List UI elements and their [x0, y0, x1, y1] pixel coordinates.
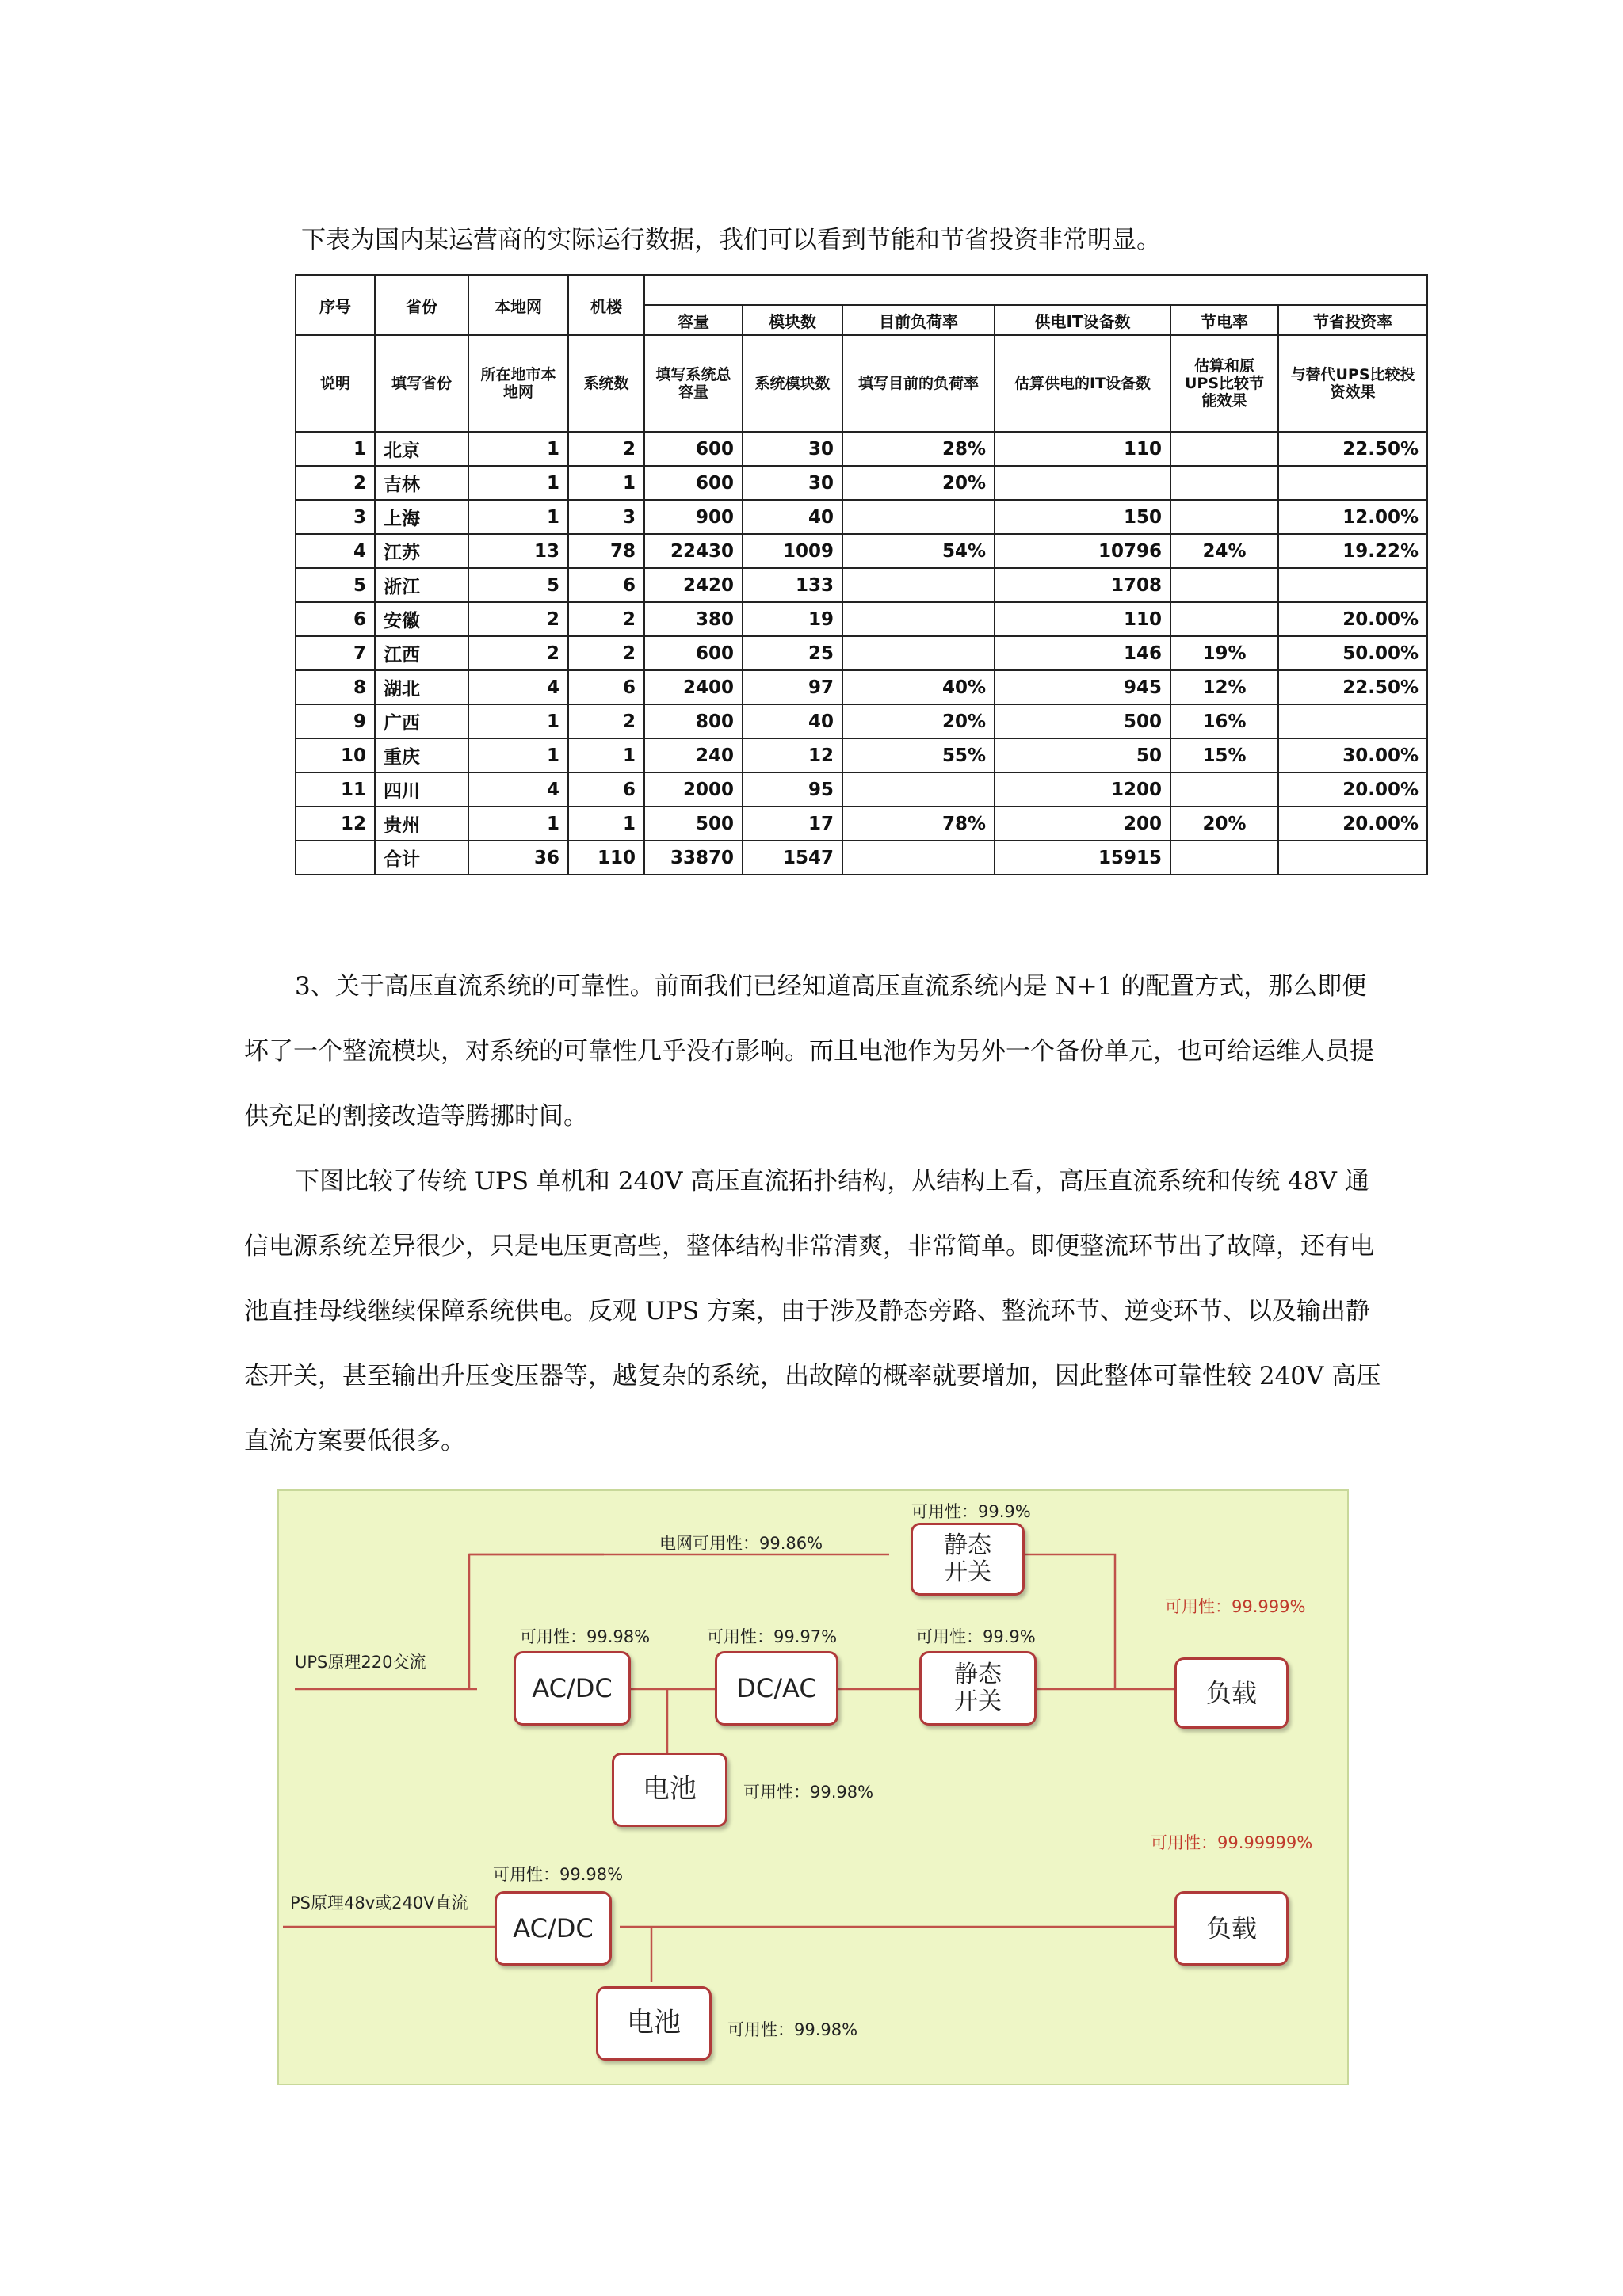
- cell-load-rate: 20%: [842, 466, 995, 500]
- cell-local-net: 1: [468, 466, 568, 500]
- intro-text: 下表为国内某运营商的实际运行数据，我们可以看到节能和节省投资非常明显。: [301, 226, 1161, 254]
- cell-province: 湖北: [375, 670, 468, 704]
- cell-load-rate: 28%: [842, 432, 995, 466]
- load-top-box: 负载: [1174, 1657, 1289, 1729]
- header-modules: 模块数: [743, 305, 842, 335]
- header-building: 机楼: [568, 275, 644, 335]
- cell-modules: 25: [743, 636, 842, 670]
- cell-province: 吉林: [375, 466, 468, 500]
- desc-invest-saving: 与替代UPS比较投资效果: [1278, 335, 1427, 432]
- cell-it-equipment: 500: [995, 704, 1170, 738]
- cell-building: 1: [568, 738, 644, 772]
- cell-building: 2: [568, 636, 644, 670]
- cell-it-equipment: 110: [995, 432, 1170, 466]
- cell-invest-saving: [1278, 466, 1427, 500]
- cell-local-net: 1: [468, 704, 568, 738]
- cell-local-net: 1: [468, 500, 568, 534]
- table-row: [296, 636, 1427, 670]
- table-row: [296, 500, 1427, 534]
- cell-modules: 1547: [743, 841, 842, 875]
- header-capacity: 容量: [644, 305, 743, 335]
- cell-modules: 12: [743, 738, 842, 772]
- cell-seq: 9: [296, 704, 375, 738]
- cell-building: 110: [568, 841, 644, 875]
- desc-building: 系统数: [568, 335, 644, 432]
- paragraph-reliability: [244, 954, 1385, 1149]
- cell-saving-rate: [1170, 432, 1278, 466]
- ups-total-avail: 可用性：99.999%: [1165, 1597, 1306, 1616]
- static-switch-mid-avail: 可用性：99.9%: [916, 1627, 1036, 1646]
- cell-invest-saving: 20.00%: [1278, 772, 1427, 807]
- cell-saving-rate: [1170, 466, 1278, 500]
- cell-it-equipment: [995, 466, 1170, 500]
- paragraph-reliability-text: 3、关于高压直流系统的可靠性。前面我们已经知道高压直流系统内是 N+1 的配置方式，那么即便坏了一个整流模块，对系统的可靠性几乎没有影响。而且电池作为另外一个备份单元，也可给运维人员提供充足的割接改造等腾挪时间。: [244, 972, 1374, 1131]
- cell-seq: 8: [296, 670, 375, 704]
- cell-capacity: 2420: [644, 568, 743, 602]
- table-row: [296, 466, 1427, 500]
- cell-it-equipment: 1200: [995, 772, 1170, 807]
- cell-modules: 97: [743, 670, 842, 704]
- table-row: [296, 738, 1427, 772]
- cell-building: 2: [568, 432, 644, 466]
- cell-it-equipment: 10796: [995, 534, 1170, 568]
- cell-capacity: 2400: [644, 670, 743, 704]
- cell-it-equipment: 945: [995, 670, 1170, 704]
- cell-seq: 12: [296, 807, 375, 841]
- static-switch-mid-text: 静态开关: [954, 1660, 1002, 1715]
- header-it-equipment: 供电IT设备数: [995, 305, 1170, 335]
- cell-capacity: 600: [644, 636, 743, 670]
- cell-invest-saving: [1278, 704, 1427, 738]
- cell-local-net: 2: [468, 602, 568, 636]
- cell-it-equipment: 110: [995, 602, 1170, 636]
- cell-local-net: 2: [468, 636, 568, 670]
- cell-load-rate: 20%: [842, 704, 995, 738]
- cell-province: 北京: [375, 432, 468, 466]
- table-row: [296, 432, 1427, 466]
- header-local-net: 本地网: [468, 275, 568, 335]
- desc-local-net: 所在地市本地网: [468, 335, 568, 432]
- cell-modules: 30: [743, 466, 842, 500]
- cell-seq: 5: [296, 568, 375, 602]
- table-header-top: [296, 275, 1427, 305]
- dcac-box: DC/AC: [715, 1651, 838, 1726]
- cell-seq: 3: [296, 500, 375, 534]
- cell-saving-rate: [1170, 772, 1278, 807]
- header-saving-rate: 节电率: [1170, 305, 1278, 335]
- cell-load-rate: 54%: [842, 534, 995, 568]
- cell-seq: 6: [296, 602, 375, 636]
- cell-invest-saving: 30.00%: [1278, 738, 1427, 772]
- cell-saving-rate: 20%: [1170, 807, 1278, 841]
- cell-modules: 133: [743, 568, 842, 602]
- cell-modules: 95: [743, 772, 842, 807]
- table-row: [296, 670, 1427, 704]
- cell-saving-rate: 19%: [1170, 636, 1278, 670]
- cell-building: 3: [568, 500, 644, 534]
- desc-load-rate: 填写目前的负荷率: [842, 335, 995, 432]
- cell-province: 重庆: [375, 738, 468, 772]
- cell-saving-rate: 16%: [1170, 704, 1278, 738]
- cell-load-rate: [842, 841, 995, 875]
- header-blank: [644, 275, 1427, 305]
- cell-capacity: 600: [644, 432, 743, 466]
- cell-seq: 4: [296, 534, 375, 568]
- table-row: [296, 841, 1427, 875]
- acdc-box: AC/DC: [514, 1651, 631, 1726]
- data-table: [295, 274, 1428, 875]
- desc-it-equipment: 估算供电的IT设备数: [995, 335, 1170, 432]
- desc-seq: 说明: [296, 335, 375, 432]
- cell-local-net: 4: [468, 772, 568, 807]
- cell-capacity: 380: [644, 602, 743, 636]
- cell-local-net: 5: [468, 568, 568, 602]
- cell-province: 广西: [375, 704, 468, 738]
- cell-load-rate: 55%: [842, 738, 995, 772]
- cell-saving-rate: [1170, 500, 1278, 534]
- cell-capacity: 240: [644, 738, 743, 772]
- cell-local-net: 4: [468, 670, 568, 704]
- load-bottom-box: 负载: [1174, 1891, 1289, 1966]
- cell-saving-rate: 24%: [1170, 534, 1278, 568]
- static-switch-top-avail: 可用性：99.9%: [911, 1502, 1031, 1521]
- cell-capacity: 600: [644, 466, 743, 500]
- cell-local-net: 1: [468, 432, 568, 466]
- cell-province: 贵州: [375, 807, 468, 841]
- cell-capacity: 22430: [644, 534, 743, 568]
- cell-invest-saving: 50.00%: [1278, 636, 1427, 670]
- header-seq: 序号: [296, 275, 375, 335]
- battery-top-box: 电池: [612, 1753, 727, 1827]
- cell-load-rate: 40%: [842, 670, 995, 704]
- cell-province: 合计: [375, 841, 468, 875]
- cell-load-rate: [842, 602, 995, 636]
- cell-saving-rate: [1170, 841, 1278, 875]
- table-row: [296, 704, 1427, 738]
- cell-province: 江苏: [375, 534, 468, 568]
- cell-invest-saving: 20.00%: [1278, 807, 1427, 841]
- header-invest-saving: 节省投资率: [1278, 305, 1427, 335]
- cell-province: 上海: [375, 500, 468, 534]
- cell-building: 2: [568, 704, 644, 738]
- desc-modules: 系统模块数: [743, 335, 842, 432]
- acdc2-avail: 可用性：99.98%: [493, 1865, 624, 1884]
- cell-capacity: 33870: [644, 841, 743, 875]
- cell-load-rate: 78%: [842, 807, 995, 841]
- cell-saving-rate: 15%: [1170, 738, 1278, 772]
- cell-seq: [296, 841, 375, 875]
- desc-province: 填写省份: [375, 335, 468, 432]
- battery-top-avail: 可用性：99.98%: [743, 1783, 874, 1802]
- cell-local-net: 13: [468, 534, 568, 568]
- cell-saving-rate: [1170, 602, 1278, 636]
- cell-capacity: 2000: [644, 772, 743, 807]
- cell-building: 6: [568, 568, 644, 602]
- cell-seq: 11: [296, 772, 375, 807]
- table-row: [296, 568, 1427, 602]
- table-row: [296, 602, 1427, 636]
- cell-building: 1: [568, 807, 644, 841]
- cell-modules: 40: [743, 500, 842, 534]
- desc-saving-rate: 估算和原UPS比较节能效果: [1170, 335, 1278, 432]
- table-body: [296, 432, 1427, 875]
- cell-building: 2: [568, 602, 644, 636]
- cell-province: 安徽: [375, 602, 468, 636]
- table-row: [296, 807, 1427, 841]
- cell-modules: 40: [743, 704, 842, 738]
- topology-diagram: [277, 1489, 1349, 2085]
- cell-invest-saving: 22.50%: [1278, 432, 1427, 466]
- paragraph-topology: [244, 1149, 1385, 1474]
- static-switch-mid-box: [919, 1651, 1037, 1726]
- cell-it-equipment: 15915: [995, 841, 1170, 875]
- cell-saving-rate: [1170, 568, 1278, 602]
- cell-capacity: 900: [644, 500, 743, 534]
- cell-modules: 19: [743, 602, 842, 636]
- cell-local-net: 1: [468, 738, 568, 772]
- cell-load-rate: [842, 568, 995, 602]
- cell-invest-saving: 12.00%: [1278, 500, 1427, 534]
- cell-load-rate: [842, 636, 995, 670]
- cell-modules: 30: [743, 432, 842, 466]
- cell-building: 1: [568, 466, 644, 500]
- table-row: [296, 534, 1427, 568]
- cell-seq: 7: [296, 636, 375, 670]
- cell-capacity: 500: [644, 807, 743, 841]
- cell-invest-saving: 20.00%: [1278, 602, 1427, 636]
- header-province: 省份: [375, 275, 468, 335]
- cell-load-rate: [842, 500, 995, 534]
- table-header-row2: [296, 335, 1427, 432]
- cell-province: 四川: [375, 772, 468, 807]
- ups-input-label: UPS原理220交流: [295, 1653, 426, 1672]
- cell-it-equipment: 146: [995, 636, 1170, 670]
- acdc2-box: AC/DC: [495, 1891, 612, 1966]
- table-row: [296, 772, 1427, 807]
- cell-capacity: 800: [644, 704, 743, 738]
- static-switch-top-text: 静态开关: [944, 1531, 991, 1586]
- dcac-avail: 可用性：99.97%: [707, 1627, 838, 1646]
- battery-bottom-avail: 可用性：99.98%: [727, 2020, 858, 2039]
- cell-building: 6: [568, 670, 644, 704]
- cell-province: 浙江: [375, 568, 468, 602]
- cell-invest-saving: [1278, 568, 1427, 602]
- cell-local-net: 36: [468, 841, 568, 875]
- cell-building: 78: [568, 534, 644, 568]
- paragraph-topology-text: 下图比较了传统 UPS 单机和 240V 高压直流拓扑结构，从结构上看，高压直流系统和传统 48V 通信电源系统差异很少，只是电压更高些，整体结构非常清爽，非常简单。即便整流环节出了故障，还有电池直挂母线继续保障系统供电。反观 UPS 方案，由于涉及静态旁路、整流环节、逆变环节、以及输出静态开关，甚至输出升压变压器等，越复杂的系统，出故障的概率就要增加，因此整体可靠性较 240V 高压直流方案要低很多。: [244, 1167, 1381, 1455]
- grid-avail-label: 电网可用性：99.86%: [659, 1534, 823, 1553]
- cell-it-equipment: 50: [995, 738, 1170, 772]
- cell-saving-rate: 12%: [1170, 670, 1278, 704]
- cell-modules: 17: [743, 807, 842, 841]
- cell-it-equipment: 150: [995, 500, 1170, 534]
- cell-local-net: 1: [468, 807, 568, 841]
- header-load-rate: 目前负荷率: [842, 305, 995, 335]
- cell-it-equipment: 200: [995, 807, 1170, 841]
- cell-invest-saving: 22.50%: [1278, 670, 1427, 704]
- cell-seq: 1: [296, 432, 375, 466]
- acdc-avail: 可用性：99.98%: [520, 1627, 651, 1646]
- battery-bottom-box: 电池: [596, 1986, 712, 2061]
- cell-load-rate: [842, 772, 995, 807]
- cell-it-equipment: 1708: [995, 568, 1170, 602]
- cell-invest-saving: 19.22%: [1278, 534, 1427, 568]
- cell-seq: 2: [296, 466, 375, 500]
- cell-province: 江西: [375, 636, 468, 670]
- cell-invest-saving: [1278, 841, 1427, 875]
- cell-building: 6: [568, 772, 644, 807]
- cell-seq: 10: [296, 738, 375, 772]
- dc-input-label: PS原理48v或240V直流: [290, 1894, 468, 1913]
- cell-modules: 1009: [743, 534, 842, 568]
- static-switch-top-box: [911, 1523, 1025, 1596]
- desc-capacity: 填写系统总容量: [644, 335, 743, 432]
- dc-total-avail: 可用性：99.99999%: [1151, 1833, 1313, 1852]
